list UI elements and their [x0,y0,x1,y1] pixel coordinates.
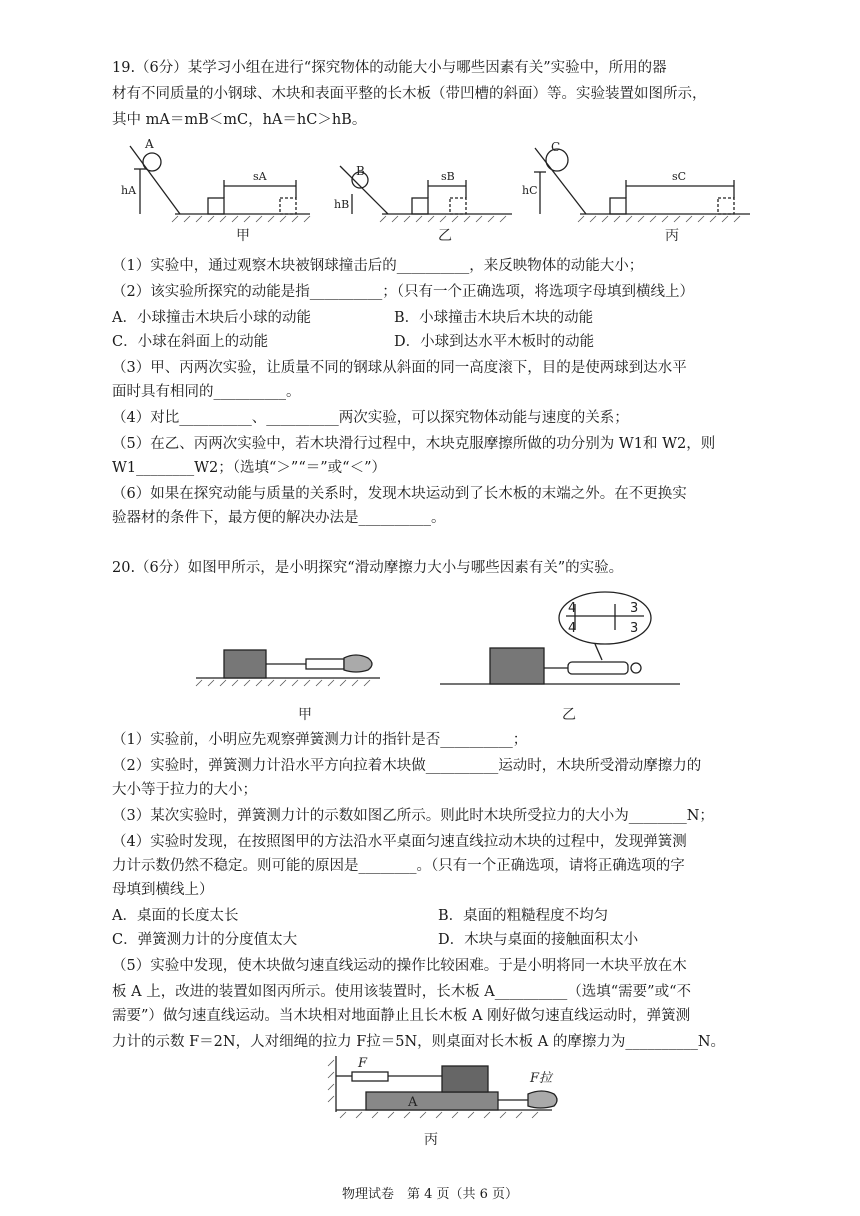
block-c-moved [718,198,734,214]
scale-ring-yi [631,663,641,673]
q19-sub-3-cont: 面时具有相同的__________。 [112,384,301,400]
caption-bing: 丙 [665,228,679,244]
page-footer: 物理试卷 第 4 页（共 6 页） [341,1187,519,1202]
q19-sub-5-cont: W1________W2；（选填“＞”“＝”或“＜”） [112,460,386,476]
q19-line-3: 其中 mA＝mB＜mC，hA＝hC＞hB。 [112,112,367,128]
q20-option-c: C．弹簧测力计的分度值太大 [112,932,298,948]
q19-option-c: C．小球在斜面上的动能 [112,334,269,350]
q20-sub-5-cont: 板 A 上，改进的装置如图丙所示。使用该装置时，长木板 A__________（选填“需要”或“不 [112,984,692,1000]
label-ball-a: A [145,137,154,151]
q20-sub-1: （1）实验前，小明应先观察弹簧测力计的指针是否__________； [112,732,528,748]
hand-bing [528,1091,557,1108]
label-h-c: hC [522,184,538,197]
spring-scale-yi [568,662,628,674]
ramp-a [130,146,180,214]
caption-jia: 甲 [236,228,250,244]
q20-figure-bing [322,1052,562,1152]
scale-label-3a: 3 [630,601,639,616]
caption-yi-20: 乙 [562,707,576,723]
label-ball-c: C [551,140,561,154]
label-h-b: hB [334,198,350,211]
q20-sub-5: （5）实验中发现，使木块做匀速直线运动的操作比较困难。于是小明将同一木块平放在木 [112,958,687,974]
q20-option-a: A．桌面的长度太长 [112,908,239,924]
q20-sub-3: （3）某次实验时，弹簧测力计的示数如图乙所示。则此时木块所受拉力的大小为________N； [112,808,714,824]
caption-yi: 乙 [438,228,452,244]
q20-sub-5-cont3: 力计的示数 F＝2N，人对细绳的拉力 F拉＝5N，则桌面对长木板 A 的摩擦力为__________N。 [112,1034,726,1050]
label-force-pull: F拉 [530,1071,553,1086]
q20-sub-5-cont2: 需要”）做匀速直线运动。当木块相对地面静止且长木板 A 刚好做匀速直线运动时，弹簧测 [112,1008,691,1024]
caption-bing-20: 丙 [424,1132,438,1148]
scale-label-3b: 3 [630,621,639,636]
block-b [412,198,428,214]
block-bing [442,1066,488,1092]
q20-sub-2-cont: 大小等于拉力的大小； [112,782,257,798]
board-a [366,1092,498,1110]
label-s-a: sA [253,170,267,183]
block-a [208,198,224,214]
scale-label-4a: 4 [568,601,577,616]
q20-sub-4: （4）实验时发现，在按照图甲的方法沿水平桌面匀速直线拉动木块的过程中，发现弹簧测 [112,834,687,850]
label-ball-b: B [356,164,365,178]
block-yi [490,648,544,684]
label-h-a: hA [121,184,137,197]
q19-sub-1: （1）实验中，通过观察木块被钢球撞击后的__________，来反映物体的动能大小； [112,258,644,274]
block-b-moved [450,198,466,214]
bubble-pointer [595,644,602,660]
q19-sub-3: （3）甲、丙两次实验，让质量不同的钢球从斜面的同一高度滚下，目的是使两球到达水平 [112,360,687,376]
q19-option-a: A．小球撞击木块后小球的动能 [112,310,311,326]
q19-sub-6-cont: 验器材的条件下，最方便的解决办法是__________。 [112,510,446,526]
scale-label-4b: 4 [568,621,577,636]
block-c [610,198,626,214]
caption-jia-20: 甲 [298,707,312,723]
q20-sub-4-cont2: 母填到横线上） [112,882,214,898]
ramp-c [535,148,586,214]
spring-scale-bing [352,1072,388,1081]
label-force-f: F [358,1056,368,1071]
q19-sub-6: （6）如果在探究动能与质量的关系时，发现木块运动到了长木板的末端之外。在不更换实 [112,486,687,502]
q19-option-d: D．小球到达水平木板时的动能 [394,334,595,350]
magnifier-bubble [559,592,651,644]
q19-line-1: 19.（6分）某学习小组在进行“探究物体的动能大小与哪些因素有关”实验中，所用的器 [112,60,667,76]
q20-line-1: 20.（6分）如图甲所示，是小明探究“滑动摩擦力大小与哪些因素有关”的实验。 [112,560,624,576]
q20-sub-2: （2）实验时，弹簧测力计沿水平方向拉着木块做__________运动时，木块所受滑动摩擦力的 [112,758,702,774]
q20-sub-4-cont: 力计示数仍然不稳定。则可能的原因是________。（只有一个正确选项，请将正确选项的字 [112,858,685,874]
block-jia [224,650,266,678]
q20-option-b: B．桌面的粗糙程度不均匀 [438,908,609,924]
block-a-moved [280,198,296,214]
label-s-b: sB [441,170,455,183]
q19-option-b: B．小球撞击木块后木块的动能 [394,310,594,326]
q19-figure [120,136,760,252]
q19-sub-5: （5）在乙、丙两次实验中，若木块滑行过程中，木块克服摩擦所做的功分别为 W1和 W2，则 [112,436,716,452]
label-s-c: sC [672,170,687,183]
q19-sub-2: （2）该实验所探究的动能是指__________；（只有一个正确选项，将选项字母填到横线上） [112,284,694,300]
q19-sub-4: （4）对比__________、__________两次实验，可以探究物体动能与速度的关系； [112,410,629,426]
ball-a [143,153,161,171]
spring-scale-jia [306,659,344,669]
q20-figure-top [190,588,690,728]
q19-line-2: 材有不同质量的小钢球、木块和表面平整的长木板（带凹槽的斜面）等。实验装置如图所示， [112,86,707,102]
label-board-a: A [408,1095,418,1110]
hand-jia [344,655,372,672]
q20-option-d: D．木块与桌面的接触面积太小 [438,932,639,948]
